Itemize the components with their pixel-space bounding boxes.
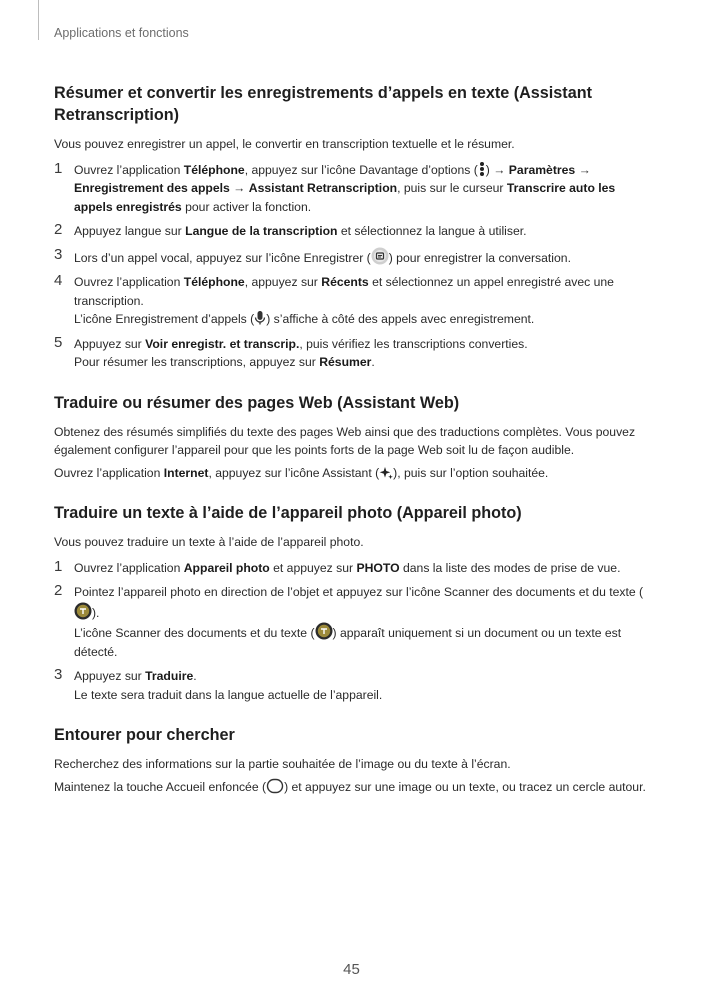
- step-1: [54, 559, 650, 578]
- text: , appuyez sur l’icône Assistant (: [208, 465, 380, 480]
- bold-term: Voir enregistr. et transcrip.: [145, 336, 300, 351]
- step-number: 2: [54, 221, 63, 238]
- text: et appuyez sur: [269, 560, 357, 575]
- paragraph: Obtenez des résumés simplifiés du texte des pages Web ainsi que des traductions complètes. Vous pouvez également configurer l’appareil pour que les points forts de la page Web soit lu de façon audible.: [54, 424, 636, 457]
- more-options-icon: [478, 161, 486, 177]
- text: ), puis sur l’option souhaitée.: [393, 465, 549, 480]
- scan-document-icon: [74, 602, 92, 620]
- page-content: [54, 82, 650, 798]
- text: Appuyez sur: [74, 669, 146, 683]
- step-number: 2: [54, 582, 63, 599]
- text: Ouvrez l’application: [74, 275, 184, 289]
- bold-term: Récents: [321, 275, 369, 289]
- bold-term: PHOTO: [356, 560, 400, 575]
- record-call-icon: [371, 247, 389, 265]
- text: ) apparaît uniquement si un document ou un texte est détecté.: [74, 626, 622, 659]
- text: L’icône Enregistrement d’appels (: [74, 312, 255, 326]
- text: Pour résumer les transcriptions, appuyez sur: [74, 355, 320, 369]
- bold-term: Paramètres: [508, 162, 576, 177]
- text: Ouvrez l’application: [54, 465, 164, 480]
- text: Maintenez la touche Accueil enfoncée (: [54, 779, 267, 794]
- bold-term: Langue de la transcription: [185, 224, 338, 238]
- page-header: Applications et fonctions: [54, 26, 189, 40]
- bold-term: Transcrire auto les appels enregistrés: [74, 181, 616, 214]
- step-1: [54, 161, 650, 217]
- step-2: [54, 222, 650, 241]
- section-web-assistant: [54, 392, 650, 483]
- text: ) →: [485, 162, 509, 177]
- paragraph: Recherchez des informations sur la partie souhaitée de l’image ou du texte à l’écran.: [54, 757, 511, 771]
- bold-term: Résumer: [319, 355, 372, 369]
- bold-term: Appareil photo: [183, 560, 270, 575]
- text: Le texte sera traduit dans la langue actuelle de l’appareil.: [74, 687, 383, 702]
- bold-term: Internet: [163, 465, 209, 480]
- step-number: 1: [54, 159, 63, 177]
- text: .: [371, 355, 375, 369]
- home-key-icon: [266, 778, 284, 794]
- page-number: 45: [343, 961, 360, 978]
- steps-list: [54, 161, 650, 372]
- text: dans la liste des modes de prise de vue.: [399, 560, 621, 575]
- section-title: Entourer pour chercher: [54, 726, 235, 744]
- text: , appuyez sur l’icône Davantage d’options (: [244, 162, 478, 177]
- section-call-transcription: [54, 82, 650, 372]
- text: ) pour enregistrer la conversation.: [388, 250, 571, 265]
- step-5: [54, 335, 650, 372]
- bold-term: Téléphone: [183, 162, 245, 177]
- step-number: 4: [54, 272, 63, 289]
- text: , puis vérifiez les transcriptions converties.: [299, 336, 528, 351]
- scan-document-icon: [315, 622, 333, 640]
- text: et sélectionnez la langue à utiliser.: [337, 224, 527, 238]
- text: Lors d’un appel vocal, appuyez sur l’icône Enregistrer (: [74, 250, 371, 265]
- step-number: 3: [54, 666, 63, 683]
- text: Pointez l’appareil photo en direction de l’objet et appuyez sur l’icône Scanner des documents et du texte (: [74, 585, 644, 599]
- header-rule: [38, 0, 39, 40]
- text: ) s’affiche à côté des appels avec enregistrement.: [266, 312, 535, 326]
- bold-term: Assistant Retranscription: [248, 181, 398, 195]
- steps-list: [54, 559, 650, 705]
- text: , appuyez sur: [244, 275, 322, 289]
- step-number: 5: [54, 333, 63, 351]
- bold-term: Traduire: [145, 669, 194, 683]
- text: L’icône Scanner des documents et du texte (: [74, 626, 315, 640]
- call-recording-icon: [254, 310, 266, 326]
- text: →: [575, 162, 591, 177]
- text: Appuyez sur: [74, 336, 146, 351]
- step-3: [54, 667, 650, 704]
- assistant-sparkle-icon: [379, 466, 393, 480]
- section-intro: Vous pouvez enregistrer un appel, le convertir en transcription textuelle et le résumer.: [54, 137, 515, 151]
- step-4: [54, 273, 650, 329]
- step-2: [54, 583, 650, 661]
- section-title: Traduire ou résumer des pages Web (Assistant Web): [54, 393, 460, 412]
- section-title: Résumer et convertir les enregistrements d’appels en texte (Assistant Retranscription): [54, 84, 592, 124]
- paragraph: [54, 778, 650, 797]
- paragraph: [54, 464, 650, 483]
- text: Ouvrez l’application: [74, 560, 184, 575]
- text: .: [193, 669, 197, 683]
- text: Ouvrez l’application: [74, 162, 184, 177]
- section-circle-to-search: [54, 724, 650, 796]
- step-number: 1: [54, 557, 63, 575]
- section-title: Traduire un texte à l’aide de l’appareil photo (Appareil photo): [54, 504, 522, 522]
- text: →: [229, 181, 249, 195]
- section-camera-translate: [54, 502, 650, 704]
- step-3: [54, 247, 650, 268]
- text: pour activer la fonction.: [181, 199, 312, 214]
- text: ).: [92, 605, 100, 620]
- section-intro: Vous pouvez traduire un texte à l’aide de l’appareil photo.: [54, 535, 364, 549]
- text: , puis sur le curseur: [397, 181, 507, 195]
- text: ) et appuyez sur une image ou un texte, ou tracez un cercle autour.: [284, 779, 646, 794]
- bold-term: Téléphone: [183, 275, 245, 289]
- text: et sélectionnez un appel enregistré avec une transcription.: [74, 275, 614, 308]
- text: Appuyez langue sur: [74, 224, 186, 238]
- step-number: 3: [54, 245, 63, 263]
- bold-term: Enregistrement des appels: [74, 181, 230, 195]
